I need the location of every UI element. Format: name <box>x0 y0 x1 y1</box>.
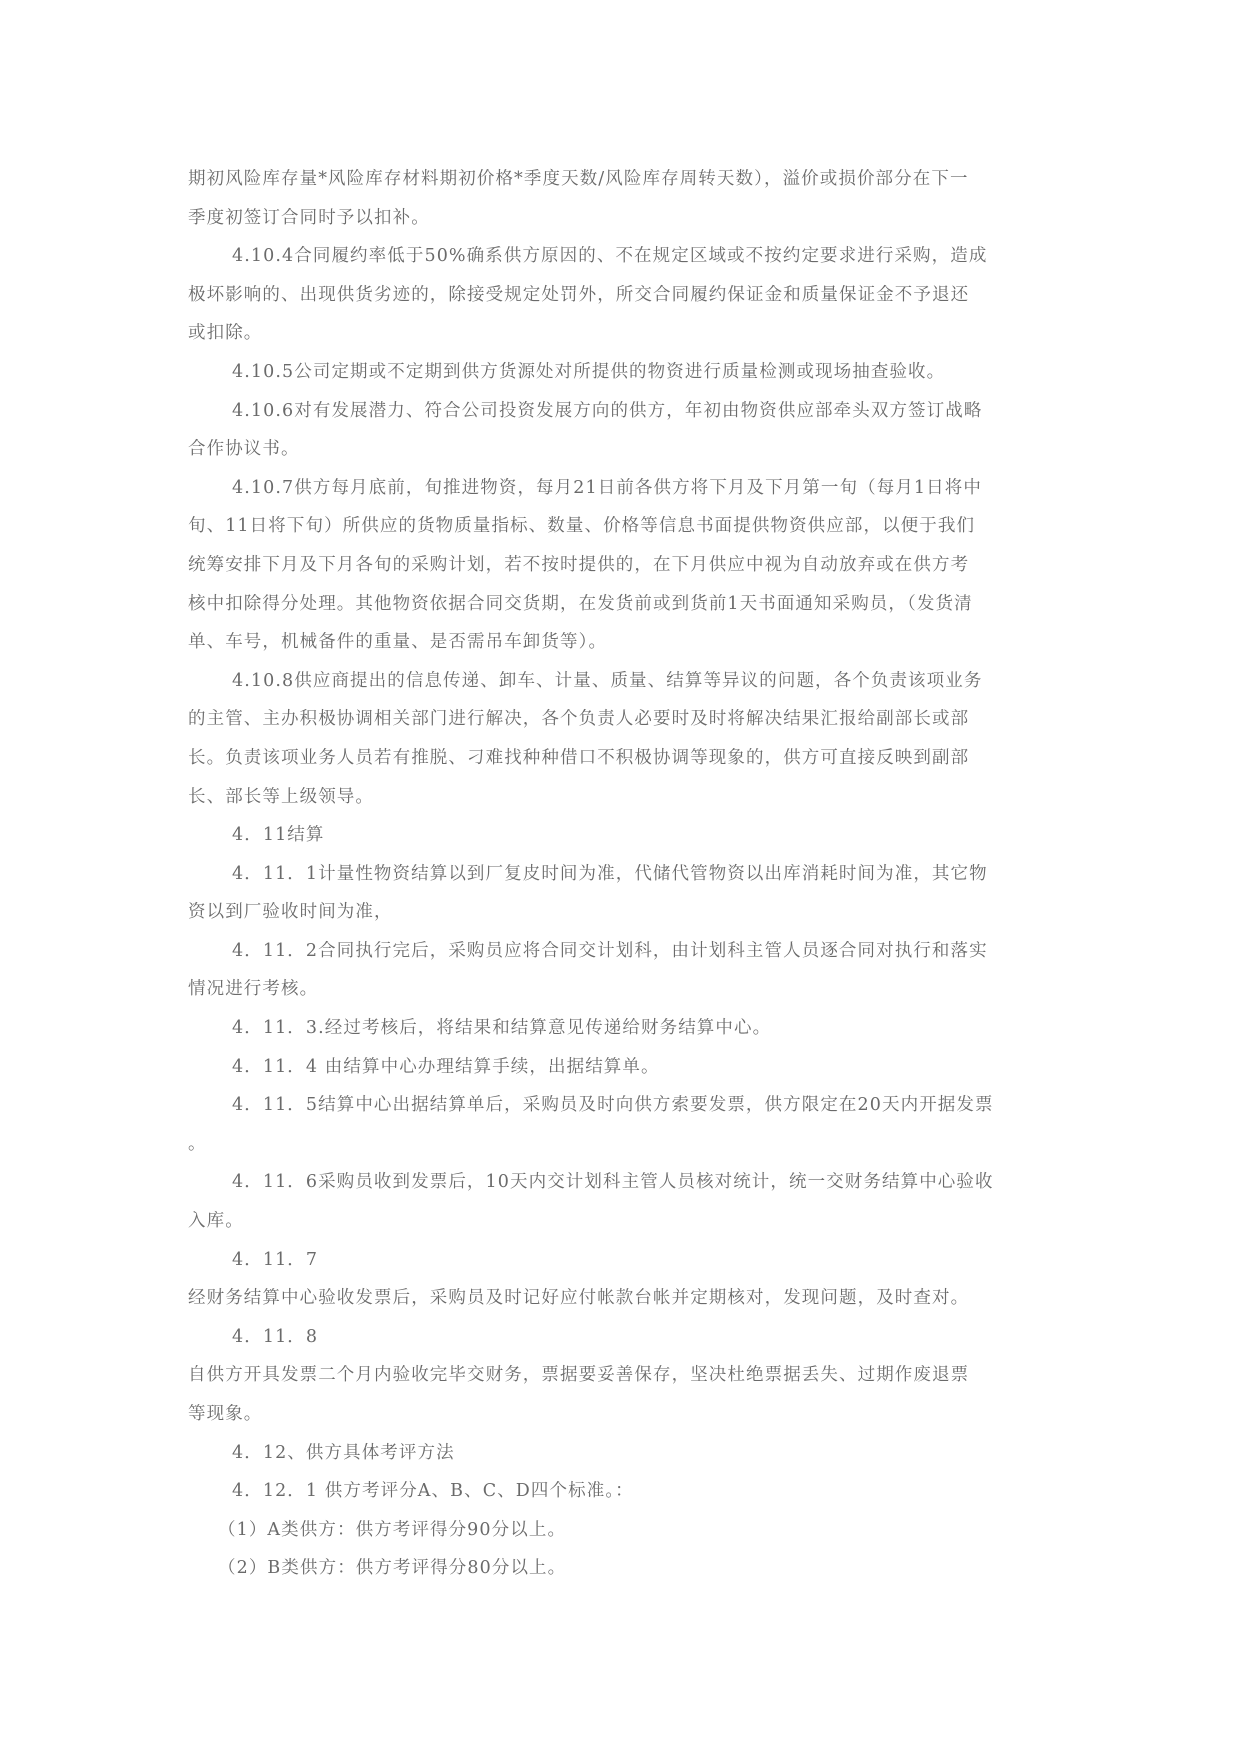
text-line: 4.10.5公司定期或不定期到供方货源处对所提供的物资进行质量检测或现场抽查验收。 <box>232 361 946 382</box>
text-line: 4．11．6采购员收到发票后，10天内交计划科主管人员核对统计，统一交财务结算中心验收 <box>232 1172 994 1193</box>
text-line: 长、部长等上级领导。 <box>188 786 374 807</box>
text-line: 4．11．4 由结算中心办理结算手续，出据结算单。 <box>232 1056 660 1077</box>
text-line: 旬、11日将下旬）所供应的货物质量指标、数量、价格等信息书面提供物资供应部，以便于我们 <box>188 516 976 537</box>
text-line: 4．11．1计量性物资结算以到厂复皮时间为准，代储代管物资以出库消耗时间为准，其它物 <box>232 863 988 884</box>
text-line: 。 <box>188 1133 207 1154</box>
text-line: 4．11．8 <box>232 1326 319 1347</box>
text-line: 或扣除。 <box>188 323 263 344</box>
text-line: 4.10.4合同履约率低于50%确系供方原因的、不在规定区域或不按约定要求进行采购，造成 <box>232 246 988 267</box>
list-item: （2）B类供方：供方考评得分80分以上。 <box>218 1558 567 1579</box>
text-line: 4．11．7 <box>232 1249 319 1270</box>
text-line: 等现象。 <box>188 1404 263 1424</box>
text-line: 合作协议书。 <box>188 439 300 460</box>
text-line: 资以到厂验收时间为准， <box>188 902 393 923</box>
text-line: 统筹安排下月及下月各旬的采购计划，若不按时提供的，在下月供应中视为自动放弃或在供方考 <box>188 554 970 575</box>
list-item: （1）A类供方：供方考评得分90分以上。 <box>218 1519 567 1540</box>
document-body <box>188 160 1058 1588</box>
text-line: 的主管、主办积极协调相关部门进行解决，各个负责人必要时及时将解决结果汇报给副部长或部 <box>188 709 970 730</box>
text-line: 单、车号，机械备件的重量、是否需吊车卸货等）。 <box>188 632 608 653</box>
text-line: 4.10.7供方每月底前，旬推进物资，每月21日前各供方将下月及下月第一旬（每月1日将中 <box>232 477 982 498</box>
text-line: 入库。 <box>188 1211 244 1232</box>
text-line: 4．11．5结算中心出据结算单后，采购员及时向供方索要发票，供方限定在20天内开据发票 <box>232 1095 994 1116</box>
text-line: 4．11．2合同执行完后，采购员应将合同交计划科，由计划科主管人员逐合同对执行和落实 <box>232 940 988 961</box>
text-line: 自供方开具发票二个月内验收完毕交财务，票据要妥善保存，坚决杜绝票据丢失、过期作废退票 <box>188 1365 970 1386</box>
text-line: 期初风险库存量*风险库存材料期初价格*季度天数/风险库存周转天数），溢价或损价部分在下一 <box>188 169 969 189</box>
text-line: 经财务结算中心验收发票后，采购员及时记好应付帐款台帐并定期核对，发现问题，及时查对。 <box>188 1288 970 1309</box>
text-line: 季度初签订合同时予以扣补。 <box>188 207 430 228</box>
text-line: 4.10.8供应商提出的信息传递、卸车、计量、质量、结算等异议的问题，各个负责该项业务 <box>232 670 983 691</box>
section-heading: 4．12、供方具体考评方法 <box>232 1442 455 1463</box>
text-line: 4．12．1 供方考评分A、B、C、D四个标准。： <box>232 1481 634 1502</box>
text-line: 4.10.6对有发展潜力、符合公司投资发展方向的供方，年初由物资供应部牵头双方签订战略 <box>232 400 983 421</box>
text-line: 情况进行考核。 <box>188 979 319 1000</box>
text-line: 长。负责该项业务人员若有推脱、刁难找种种借口不积极协调等现象的，供方可直接反映到副部 <box>188 747 970 768</box>
text-line: 核中扣除得分处理。其他物资依据合同交货期，在发货前或到货前1天书面通知采购员，（发货清 <box>188 593 973 614</box>
section-heading: 4．11结算 <box>232 825 325 846</box>
text-line: 极坏影响的、出现供货劣迹的，除接受规定处罚外，所交合同履约保证金和质量保证金不予退还 <box>188 284 970 305</box>
text-line: 4．11．3.经过考核后，将结果和结算意见传递给财务结算中心。 <box>232 1018 772 1039</box>
